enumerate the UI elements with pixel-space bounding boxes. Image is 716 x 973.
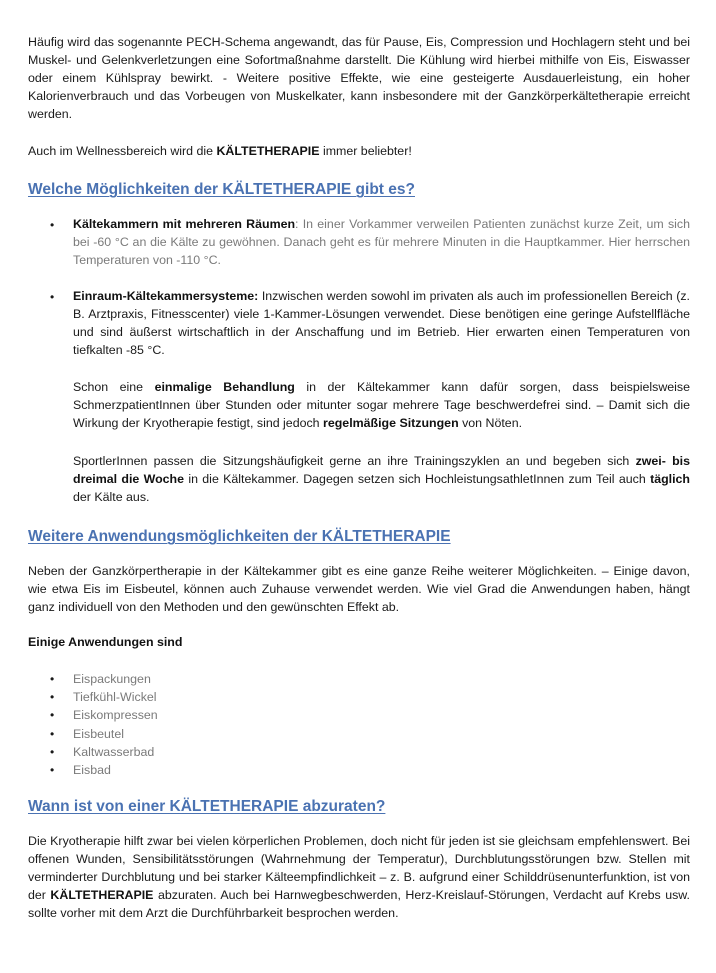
application-list-item: Eisbad — [73, 763, 111, 777]
text-run: Schon eine — [73, 380, 155, 394]
bullet-marker: • — [50, 726, 55, 741]
section-heading-applications: Weitere Anwendungsmöglichkeiten der KÄLTETHERAPIE — [28, 528, 451, 545]
list-item-title: Kältekammern mit mehreren Räumen — [73, 217, 296, 231]
bullet-marker: • — [50, 763, 55, 777]
paragraph-single-treatment — [73, 378, 690, 432]
bullet-marker: • — [50, 672, 55, 686]
bullet-marker: • — [50, 290, 55, 304]
application-list-item: Kaltwasserbad — [73, 744, 155, 759]
wellness-bold-term: KÄLTETHERAPIE — [216, 144, 320, 158]
text-run: Die Kryotherapie hilft zwar bei vielen körperlichen Problemen, doch nicht für jeden ist sie gleichsam empfehlenswert. Bei offenen Wunden, Sensibilitätsstörungen (Wahrnehmung der Temperatur), Durchblutungsstörungen bzw. Stellen mit verminderter Durchblutung und bei starker Kälteempfindlichkeit – z. B. aufgrund einer Schilddrüsenunterfunktion, ist von der — [28, 834, 690, 902]
list-item-text: : In einer Vorkammer verweilen Patienten zunächst kurze Zeit, um sich bei -60 °C an die Kälte zu gewöhnen. Danach geht es für mehrere Minuten in die Hauptkammer. Hier herrschen Temperaturen von -110 °C. — [73, 217, 690, 267]
bold-run: einmalige Behandlung — [154, 380, 295, 394]
contraindications-paragraph — [28, 832, 690, 922]
text-run: in der Kältekammer kann dafür sorgen, dass beispielsweise SchmerzpatientInnen über Stunden oder mitunter sogar mehrere Tage beschwerdefrei sind. – Damit sich die Wirkung der Kryotherapie festigt, sind jedoch — [73, 380, 691, 430]
text-run: von Nöten. — [458, 416, 523, 430]
text-run: der Kälte aus. — [73, 490, 150, 504]
wellness-text-after: immer beliebter! — [319, 144, 412, 158]
bullet-marker: • — [50, 744, 55, 759]
text-run: in die Kältekammer. Dagegen setzen sich HochleistungsathletInnen zum Teil auch — [184, 472, 651, 486]
bullet-marker: • — [50, 690, 55, 705]
bold-run: täglich — [650, 472, 690, 486]
applications-sublabel — [28, 633, 690, 651]
bold-run: KÄLTETHERAPIE — [50, 888, 154, 902]
application-list-item: Eispackungen — [73, 672, 151, 686]
application-list-item: Eiskompressen — [73, 708, 158, 723]
applications-paragraph: Neben der Ganzkörpertherapie in der Kältekammer gibt es eine ganze Reihe weiterer Möglichkeiten. – Einige davon, wie etwa Eis im Eisbeutel, können auch Zuhause verwendet werden. Wie viel Grad die Anwendungen haben, hängt ganz individuell von den Methoden und den gewünschten Effekt ab. — [28, 564, 690, 614]
bold-run: regelmäßige Sitzungen — [323, 416, 459, 430]
application-list-item: Eisbeutel — [73, 726, 124, 741]
text-run: SportlerInnen passen die Sitzungshäufigkeit gerne an ihre Trainingszyklen an und begeben sich — [73, 454, 636, 468]
list-item-multi-room — [73, 215, 690, 269]
bullet-marker: • — [50, 708, 55, 723]
paragraph-athletes — [73, 452, 690, 506]
wellness-sentence — [28, 142, 690, 160]
text-run: abzuraten. Auch bei Harnwegbeschwerden, Herz-Kreislauf-Störungen, Verdacht auf Krebs usw. sollte vorher mit dem Arzt die Durchführbarkeit besprochen werden. — [28, 888, 690, 920]
bullet-marker: • — [50, 218, 55, 232]
section-heading-contraindications: Wann ist von einer KÄLTETHERAPIE abzuraten? — [28, 798, 386, 815]
wellness-text-before: Auch im Wellnessbereich wird die — [28, 144, 217, 158]
list-item-title: Einraum-Kältekammersysteme: — [73, 289, 259, 303]
list-item-text: Inzwischen werden sowohl im privaten als auch im professionellen Bereich (z. B. Arztpraxis, Fitnesscenter) viele 1-Kammer-Lösungen verwendet. Diese benötigen eine geringe Aufstellfläche und sind äußerst wirtschaftlich in der Anschaffung und im Betrieb. Hier erwarten einen Temperaturen von tiefkalten -85 °C. — [73, 289, 690, 357]
sublabel-text: Einige Anwendungen sind — [28, 635, 183, 649]
bold-run: zwei- bis dreimal die Woche — [73, 454, 691, 486]
section-heading-options: Welche Möglichkeiten der KÄLTETHERAPIE gibt es? — [28, 181, 415, 198]
application-list-item: Tiefkühl-Wickel — [73, 690, 157, 705]
intro-paragraph: Häufig wird das sogenannte PECH-Schema angewandt, das für Pause, Eis, Compression und Hochlagern steht und bei Muskel- und Gelenkverletzungen eine Sofortmaßnahme darstellt. Die Kühlung wird hierbei mithilfe von Eis, Eiswasser oder einem Kühlspray bewirkt. - Weitere positive Effekte, wie eine gesteigerte Ausdauerleistung, ein hoher Kalorienverbrauch und das Vorbeugen von Muskelkater, kann insbesondere mit der Ganzkörperkältetherapie erreicht werden. — [28, 35, 690, 121]
list-item-single-room — [73, 287, 690, 359]
